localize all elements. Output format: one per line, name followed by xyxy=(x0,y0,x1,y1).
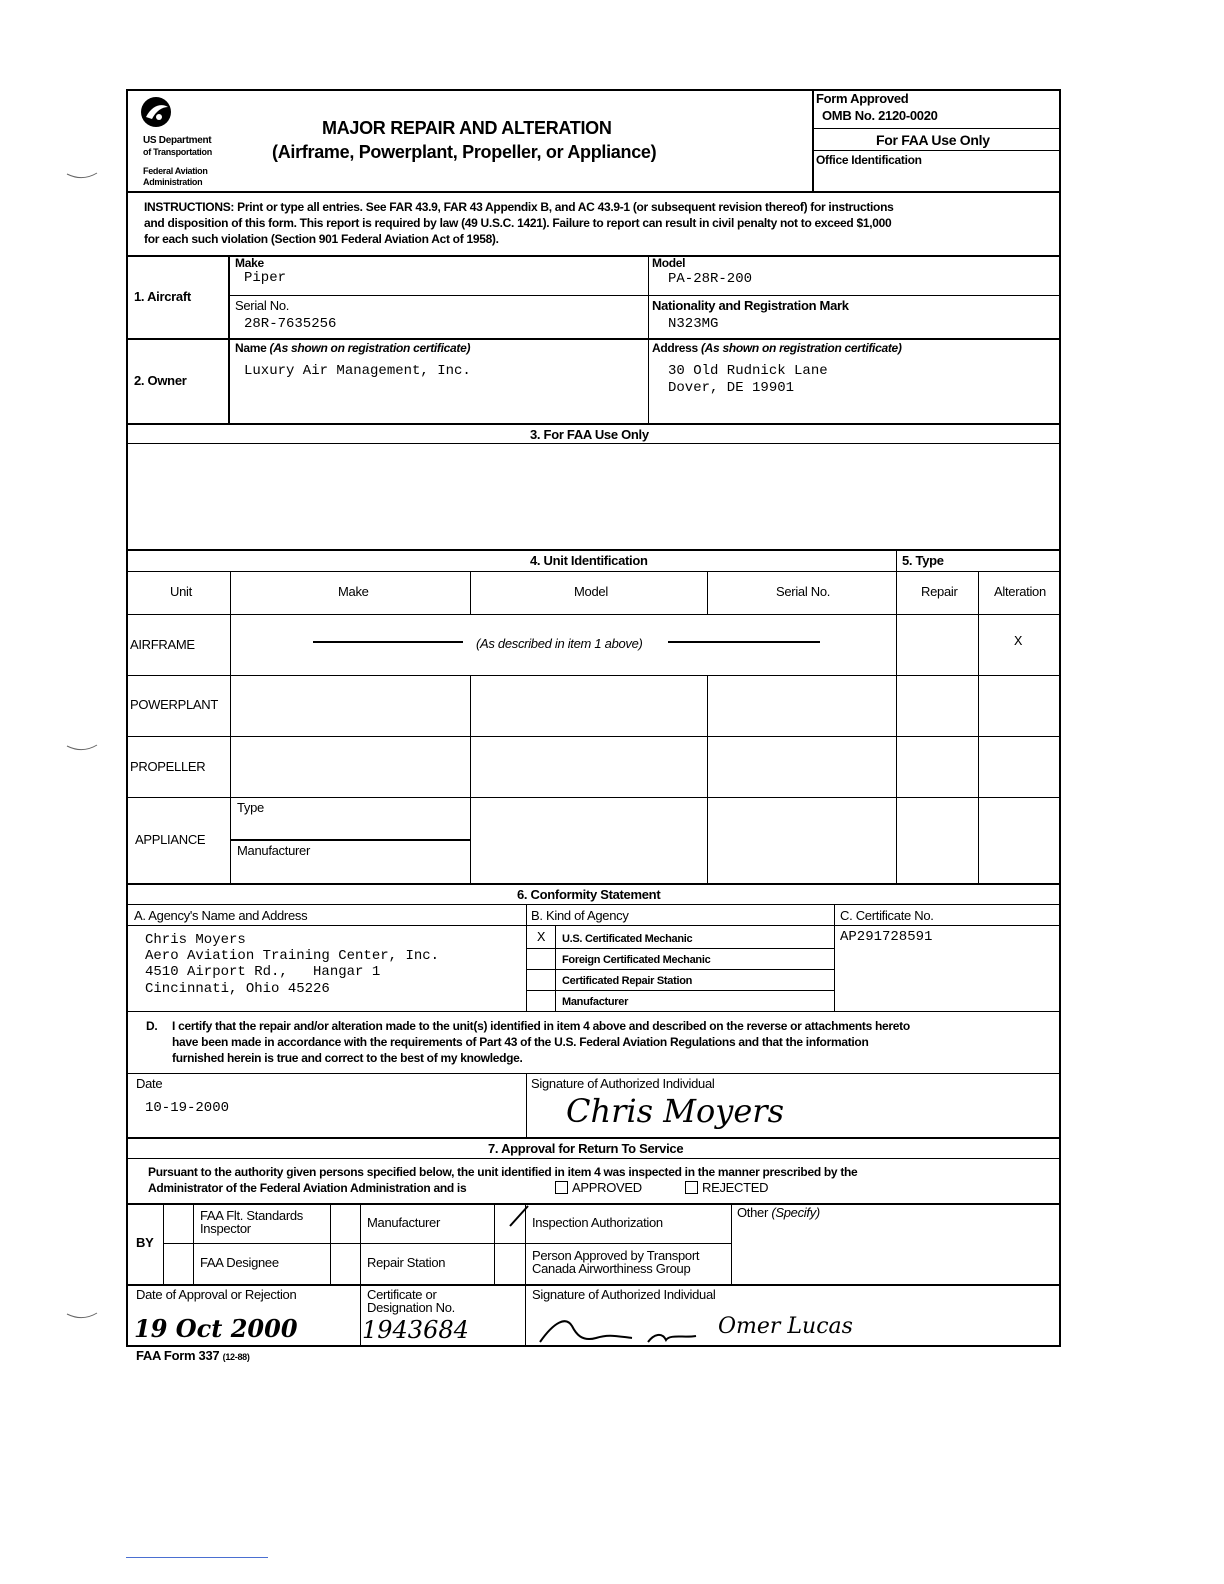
agency-kind-label: B. Kind of Agency xyxy=(531,908,629,923)
agency-name-label: A. Agency's Name and Address xyxy=(134,908,308,923)
bottom-rule xyxy=(126,1557,268,1558)
appliance-manufacturer-label: Manufacturer xyxy=(237,843,310,858)
faa-designee-label: FAA Designee xyxy=(200,1255,279,1270)
dot-logo xyxy=(138,95,178,136)
owner-address-line2: Dover, DE 19901 xyxy=(668,380,795,396)
aircraft-make-value: Piper xyxy=(244,270,287,286)
col-repair: Repair xyxy=(921,584,958,599)
transport-label-2: Canada Airworthiness Group xyxy=(532,1261,691,1276)
conformity-date-label: Date xyxy=(136,1076,163,1091)
row-powerplant: POWERPLANT xyxy=(130,697,219,712)
rejected-checkbox[interactable] xyxy=(685,1181,698,1194)
form-approved: Form Approved xyxy=(816,91,909,106)
approval-cert-label-1: Certificate or xyxy=(367,1287,437,1302)
statement-line3: furnished herein is true and correct to the best of my knowledge. xyxy=(172,1051,523,1065)
kind-us-mechanic: U.S. Certificated Mechanic xyxy=(562,933,693,945)
kind-manufacturer: Manufacturer xyxy=(562,996,629,1008)
instructions-line1: INSTRUCTIONS: Print or type all entries. See FAR 43.9, FAR 43 Appendix B, and AC 43.9-1 (or subsequent revision thereof) for instructions xyxy=(144,200,894,214)
faa-flt-standards-label-1: FAA Flt. Standards xyxy=(200,1208,303,1223)
form-number: FAA Form 337 (12-88) xyxy=(136,1348,250,1363)
certificate-no-value: AP291728591 xyxy=(840,929,933,945)
approval-cert-handwritten: 1943684 xyxy=(362,1316,469,1344)
conformity-date-value: 10-19-2000 xyxy=(145,1100,230,1116)
margin-mark-icon xyxy=(65,740,99,758)
agency-line-3: 4510 Airport Rd., Hangar 1 xyxy=(145,964,381,980)
agency-line-1: Chris Moyers xyxy=(145,932,246,948)
aircraft-section-label: 1. Aircraft xyxy=(134,289,191,304)
unit-identification-label: 4. Unit Identification xyxy=(530,553,648,568)
owner-section-label: 2. Owner xyxy=(134,373,187,388)
faa-use-only-header: For FAA Use Only xyxy=(876,132,990,148)
kind-mark-us-mechanic: X xyxy=(537,930,546,946)
kind-repair-station: Certificated Repair Station xyxy=(562,975,693,987)
owner-name-label: Name (As shown on registration certificate) xyxy=(235,341,471,355)
aircraft-make-label: Make xyxy=(235,256,264,270)
type-section-label: 5. Type xyxy=(902,553,944,568)
rejected-label: REJECTED xyxy=(702,1180,769,1195)
dept-line2: of Transportation xyxy=(143,147,212,157)
approved-label: APPROVED xyxy=(572,1180,642,1195)
aircraft-model-label: Model xyxy=(652,256,686,270)
col-unit: Unit xyxy=(170,584,192,599)
approval-signature-scrawl xyxy=(536,1312,706,1351)
conformity-section-label: 6. Conformity Statement xyxy=(517,887,661,902)
col-serial: Serial No. xyxy=(776,584,831,599)
omb-number: OMB No. 2120-0020 xyxy=(822,108,938,123)
appliance-type-label: Type xyxy=(237,800,264,815)
aircraft-model-value: PA-28R-200 xyxy=(668,271,753,287)
aircraft-nationality-label: Nationality and Registration Mark xyxy=(652,298,849,313)
margin-mark-icon xyxy=(65,168,99,186)
margin-mark-icon xyxy=(65,1308,99,1326)
faa-use-section-label: 3. For FAA Use Only xyxy=(530,427,649,442)
row-airframe: AIRFRAME xyxy=(130,637,195,652)
other-label: Other (Specify) xyxy=(737,1205,820,1220)
approval-text-line2: Administrator of the Federal Aviation Administration and is xyxy=(148,1181,467,1195)
page-title: MAJOR REPAIR AND ALTERATION xyxy=(322,118,612,138)
approval-signature-label: Signature of Authorized Individual xyxy=(532,1287,716,1302)
statement-line2: have been made in accordance with the requirements of Part 43 of the U.S. Federal Aviation Regulations and that the information xyxy=(172,1035,869,1049)
col-make: Make xyxy=(338,584,369,599)
approval-text-line1: Pursuant to the authority given persons specified below, the unit identified in item 4 was inspected in the manner prescribed by the xyxy=(148,1165,858,1179)
statement-line1: I certify that the repair and/or alteration made to the unit(s) identified in item 4 above and described on the reverse or attachments hereto xyxy=(172,1019,910,1033)
agency-line1: Federal Aviation xyxy=(143,166,208,176)
approval-cert-label-2: Designation No. xyxy=(367,1300,455,1315)
approved-checkbox[interactable] xyxy=(555,1181,568,1194)
col-alteration: Alteration xyxy=(994,584,1046,599)
page-subtitle: (Airframe, Powerplant, Propeller, or Appliance) xyxy=(272,142,657,162)
aircraft-serial-value: 28R-7635256 xyxy=(244,316,337,332)
agency-line2: Administration xyxy=(143,177,203,187)
airframe-note: (As described in item 1 above) xyxy=(476,636,643,651)
inspection-authorization-label: Inspection Authorization xyxy=(532,1215,663,1230)
inspection-check-mark-icon xyxy=(508,1204,530,1235)
aircraft-registration-value: N323MG xyxy=(668,316,719,332)
conformity-signature: Chris Moyers xyxy=(566,1092,784,1130)
approval-date-label: Date of Approval or Rejection xyxy=(136,1287,297,1302)
agency-line-4: Cincinnati, Ohio 45226 xyxy=(145,981,330,997)
approval-signature-handwritten: Omer Lucas xyxy=(718,1314,853,1339)
kind-foreign-mechanic: Foreign Certificated Mechanic xyxy=(562,954,711,966)
faa-flt-standards-label-2: Inspector xyxy=(200,1221,251,1236)
owner-address-label: Address (As shown on registration certificate) xyxy=(652,341,902,355)
instructions-line2: and disposition of this form. This report is required by law (49 U.S.C. 1421). Failure to report can result in civil penalty not to exceed $1,000 xyxy=(144,216,892,230)
by-label: BY xyxy=(136,1235,154,1250)
dot-emblem-icon xyxy=(138,95,178,131)
col-model: Model xyxy=(574,584,608,599)
airframe-alteration-mark: X xyxy=(1014,634,1023,650)
aircraft-serial-label: Serial No. xyxy=(235,298,290,313)
repair-station-label: Repair Station xyxy=(367,1255,446,1270)
approval-section-label: 7. Approval for Return To Service xyxy=(488,1141,684,1156)
instructions-line3: for each such violation (Section 901 Federal Aviation Act of 1958). xyxy=(144,232,499,246)
row-appliance: APPLIANCE xyxy=(135,832,206,847)
certificate-no-label: C. Certificate No. xyxy=(840,908,934,923)
manufacturer-option-label: Manufacturer xyxy=(367,1215,440,1230)
transport-label-1: Person Approved by Transport xyxy=(532,1248,700,1263)
conformity-signature-label: Signature of Authorized Individual xyxy=(531,1076,715,1091)
owner-name-value: Luxury Air Management, Inc. xyxy=(244,363,471,379)
row-propeller: PROPELLER xyxy=(130,759,206,774)
statement-d-label: D. xyxy=(146,1019,158,1033)
approval-date-handwritten: 19 Oct 2000 xyxy=(134,1314,298,1343)
dept-line1: US Department xyxy=(143,135,212,146)
office-identification-label: Office Identification xyxy=(816,153,922,167)
agency-line-2: Aero Aviation Training Center, Inc. xyxy=(145,948,440,964)
owner-address-line1: 30 Old Rudnick Lane xyxy=(668,363,828,379)
